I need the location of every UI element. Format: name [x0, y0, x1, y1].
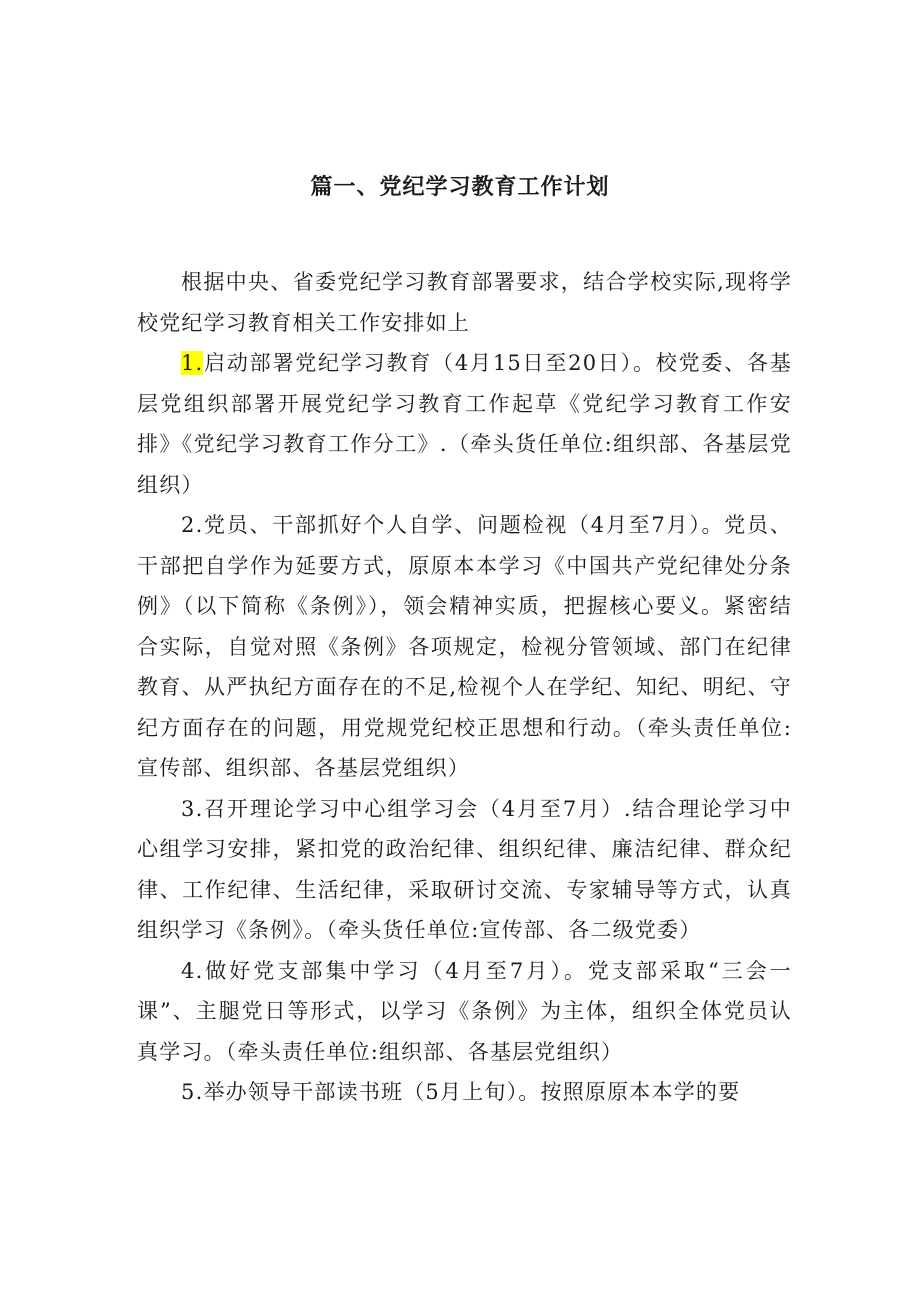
list-item-number: 4: [181, 958, 196, 983]
intro-paragraph: 根据中央、省委党纪学习教育部署要求，结合学校实际,现将学校党纪学习教育相关工作安排如上: [137, 270, 792, 335]
document-title: 篇一、党纪学习教育工作计划: [310, 175, 610, 200]
list-item: [137, 951, 792, 1073]
document-body: [137, 262, 792, 1113]
list-item-number: 3: [181, 796, 196, 821]
list-item-text: .做好党支部集中学习（4月至7月）。党支部采取“三会一课”、主腿党日等形式，以学习《条例》为主体，组织全体党员认真学习。（牵头责任单位:组织部、各基层党组织）: [137, 958, 792, 1064]
list-item: [137, 343, 792, 505]
list-item-number: 2: [181, 513, 196, 537]
list-item: [137, 505, 792, 789]
list-item-number: 5: [181, 1080, 196, 1104]
list-item: [137, 1072, 792, 1113]
list-item: [137, 789, 792, 951]
list-item-text: .党员、干部抓好个人自学、问题检视（4月至7月）。党员、干部把自学作为延要方式，原原本本学习《中国共产党纪律处分条例》（以下简称《条例》），领会精神实质，把握核心要义。紧密结合实际，自觉对照《条例》各项规定，检视分管领域、部门在纪律教育、从严执纪方面存在的不足,检视个人在学纪、知纪、明纪、守纪方面存在的问题，用党规党纪校正思想和行动。（牵头责任单位:宣传部、组织部、各基层党组织）: [137, 513, 792, 780]
list-item-text: .举办领导干部读书班（5月上旬）。按照原原本本学的要: [195, 1080, 741, 1104]
list-item-text: .召开理论学习中心组学习会（4月至7月）.结合理论学习中心组学习安排，紧扣党的政治纪律、组织纪律、廉洁纪律、群众纪律、工作纪律、生活纪律，采取研讨交流、专家辅导等方式，认真组织学习《条例》。（牵头货任单位:宣传部、各二级党委）: [137, 796, 792, 942]
highlighted-item-number: 1.: [181, 351, 204, 375]
list-item-text: 启动部署党纪学习教育（4月15日至20日）。校党委、各基层党组织部署开展党纪学习教育工作起草《党纪学习教育工作安排》《党纪学习教育工作分工》.（牵头货任单位:组织部、各基层党组织）: [137, 351, 792, 497]
